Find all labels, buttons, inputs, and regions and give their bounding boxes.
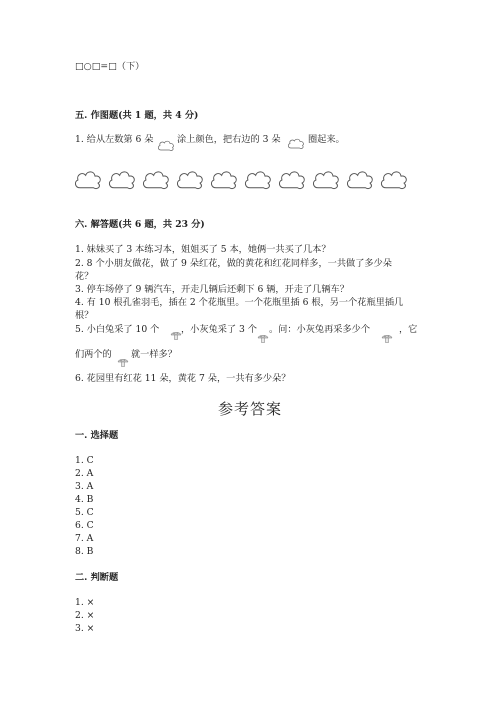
answer-item: 1. × [75, 597, 95, 608]
section6-q5-text-4: ，它 [399, 324, 418, 335]
answers-title: 参考答案 [217, 400, 282, 418]
section6-q5-text-1: 5. 小白兔采了 10 个 [75, 324, 160, 335]
section5-q1-text-1: 1. 给从左数第 6 朵 [75, 134, 154, 145]
answer-item: 8. B [75, 546, 94, 557]
cloud-icon [210, 168, 238, 192]
cloud-icon [312, 168, 340, 192]
section6-q3: 3. 停车场停了 9 辆汽车，开走几辆后还剩下 6 辆，开走了几辆车？ [75, 284, 349, 295]
section5-q1-text-2: 涂上颜色，把右边的 3 朵 [177, 134, 281, 145]
cloud-icon [278, 168, 306, 192]
section5-q1-text-3: 圈起来。 [308, 134, 345, 145]
section6-q5-text-3: 。问：小灰兔再采多少个 [269, 324, 371, 335]
mushroom-icon [117, 357, 129, 368]
cloud-icon [74, 168, 102, 192]
section6-q1: 1. 妹妹买了 3 本练习本，姐姐买了 5 本，她俩一共买了几本？ [75, 244, 331, 255]
section6-q4-line2: 根？ [75, 310, 94, 321]
cloud-icon [287, 137, 305, 150]
cloud-row [74, 168, 424, 194]
answers-sec1-heading: 一. 选择题 [75, 430, 119, 441]
section5-heading: 五. 作图题(共 1 题，共 4 分) [75, 110, 199, 121]
mushroom-icon [257, 333, 269, 344]
cloud-icon [142, 168, 170, 192]
section6-q5-text-5: 们两个的 [75, 349, 112, 360]
answer-item: 3. × [75, 623, 95, 634]
mushroom-icon [381, 333, 393, 344]
cloud-icon [108, 168, 136, 192]
section6-q5-text-2: ，小灰兔采了 3 个 [181, 324, 257, 335]
answer-item: 3. A [75, 481, 94, 492]
section6-q5-text-6: 就一样多？ [131, 349, 177, 360]
cloud-icon [176, 168, 204, 192]
section6-q2-line2: 花？ [75, 271, 94, 282]
answer-item: 2. A [75, 468, 94, 479]
answer-item: 1. C [75, 455, 94, 466]
cloud-icon [346, 168, 374, 192]
cloud-icon [380, 168, 408, 192]
answer-item: 7. A [75, 533, 94, 544]
section6-q2-line1: 2. 8 个小朋友做花，做了 9 朵红花，做的黄花和红花同样多，一共做了多少朵 [75, 258, 392, 269]
answers-sec2-heading: 二. 判断题 [75, 572, 119, 583]
cloud-icon [157, 139, 175, 152]
answer-item: 4. B [75, 494, 94, 505]
cloud-icon [244, 168, 272, 192]
answer-item: 2. × [75, 610, 95, 621]
section6-heading: 六. 解答题(共 6 题，共 23 分) [75, 219, 205, 230]
section6-q4-line1: 4. 有 10 根孔雀羽毛，插在 2 个花瓶里。一个花瓶里插 6 根，另一个花瓶里插几 [75, 297, 404, 308]
top-equation-line: □○□=□（下） [75, 61, 145, 72]
answer-item: 5. C [75, 507, 94, 518]
section6-q6: 6. 花园里有红花 11 朵，黄花 7 朵，一共有多少朵？ [75, 373, 291, 384]
answer-item: 6. C [75, 520, 94, 531]
